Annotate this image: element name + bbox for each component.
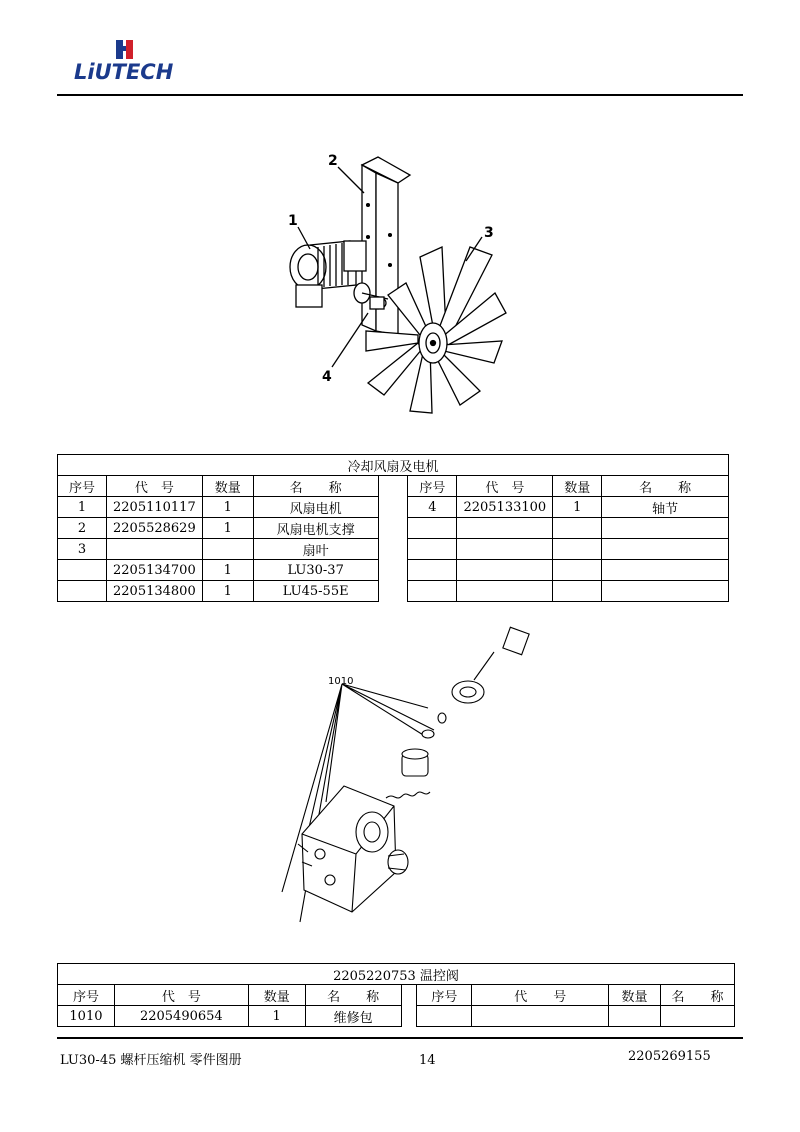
table-gap: [401, 985, 417, 1027]
item-no: [417, 1006, 472, 1027]
page-number: 14: [419, 1053, 436, 1068]
part-code: 2205134800: [106, 581, 202, 602]
header-cell: 代 号: [472, 985, 609, 1006]
item-no: 1010: [58, 1006, 115, 1027]
brand-name: LiUTECH: [74, 60, 174, 84]
part-code: 2205110117: [106, 497, 202, 518]
header-cell: 代 号: [457, 476, 553, 497]
quantity: [553, 518, 602, 539]
quantity: 1: [202, 560, 253, 581]
logo-mark-icon: [114, 38, 136, 60]
part-name: LU45-55E: [253, 581, 378, 602]
part-name: 维修包: [305, 1006, 401, 1027]
item-no: 2: [58, 518, 107, 539]
item-no: 1: [58, 497, 107, 518]
part-name: 风扇电机支撑: [253, 518, 378, 539]
item-no: [408, 560, 457, 581]
part-code: 2205133100: [457, 497, 553, 518]
part-code: 2205134700: [106, 560, 202, 581]
part-name: LU30-37: [253, 560, 378, 581]
part-name: 轴节: [602, 497, 729, 518]
item-no: [408, 518, 457, 539]
item-no: [58, 581, 107, 602]
cooling-fan-parts-table: [57, 454, 729, 602]
callout-1: 1: [288, 213, 298, 229]
part-code: [472, 1006, 609, 1027]
table-header-row: [58, 476, 729, 497]
header-cell: 数量: [609, 985, 661, 1006]
table-title: 冷却风扇及电机: [58, 455, 729, 476]
table-title: 2205220753 温控阀: [58, 964, 735, 985]
part-name: [602, 560, 729, 581]
callout-4: 4: [322, 369, 332, 385]
document-title: LU30-45 螺杆压缩机 零件图册: [60, 1053, 242, 1068]
quantity: 1: [202, 497, 253, 518]
thermostatic-valve-parts-table: [57, 963, 735, 1027]
header-cell: 数量: [553, 476, 602, 497]
part-code: 2205490654: [114, 1006, 248, 1027]
header-cell: 序号: [58, 476, 107, 497]
part-name: [660, 1006, 734, 1027]
item-no: [408, 539, 457, 560]
header-cell: 名 称: [660, 985, 734, 1006]
header-cell: 数量: [248, 985, 305, 1006]
header-cell: 代 号: [114, 985, 248, 1006]
quantity: 1: [202, 518, 253, 539]
part-code: 2205528629: [106, 518, 202, 539]
item-no: 4: [408, 497, 457, 518]
header-cell: 名 称: [305, 985, 401, 1006]
thermostatic-valve-drawing: [268, 622, 548, 927]
quantity: [609, 1006, 661, 1027]
part-name: 风扇电机: [253, 497, 378, 518]
header-divider: [57, 94, 743, 96]
table-gap: [378, 476, 408, 602]
quantity: [553, 539, 602, 560]
document-number: 2205269155: [628, 1049, 711, 1064]
header-cell: 序号: [408, 476, 457, 497]
header-cell: 序号: [417, 985, 472, 1006]
item-no: [58, 560, 107, 581]
part-code: [457, 539, 553, 560]
table-header-row: [58, 985, 735, 1006]
header-cell: 名 称: [602, 476, 729, 497]
header-cell: 序号: [58, 985, 115, 1006]
header-cell: 数量: [202, 476, 253, 497]
table-row: [58, 1006, 735, 1027]
part-code: [106, 539, 202, 560]
quantity: 1: [202, 581, 253, 602]
part-name: [602, 518, 729, 539]
header-cell: 名 称: [253, 476, 378, 497]
part-code: [457, 560, 553, 581]
part-code: [457, 518, 553, 539]
company-logo: [74, 38, 178, 88]
callout-2: 2: [328, 153, 338, 169]
item-no: 3: [58, 539, 107, 560]
fan-motor-drawing: [270, 145, 530, 425]
callout-1010: 1010: [328, 676, 354, 687]
quantity: 1: [248, 1006, 305, 1027]
part-name: [602, 539, 729, 560]
part-code: [457, 581, 553, 602]
part-name: [602, 581, 729, 602]
header-cell: 代 号: [106, 476, 202, 497]
part-name: 扇叶: [253, 539, 378, 560]
quantity: [553, 581, 602, 602]
quantity: 1: [553, 497, 602, 518]
footer-divider: [57, 1037, 743, 1039]
quantity: [553, 560, 602, 581]
quantity: [202, 539, 253, 560]
item-no: [408, 581, 457, 602]
callout-3: 3: [484, 225, 494, 241]
